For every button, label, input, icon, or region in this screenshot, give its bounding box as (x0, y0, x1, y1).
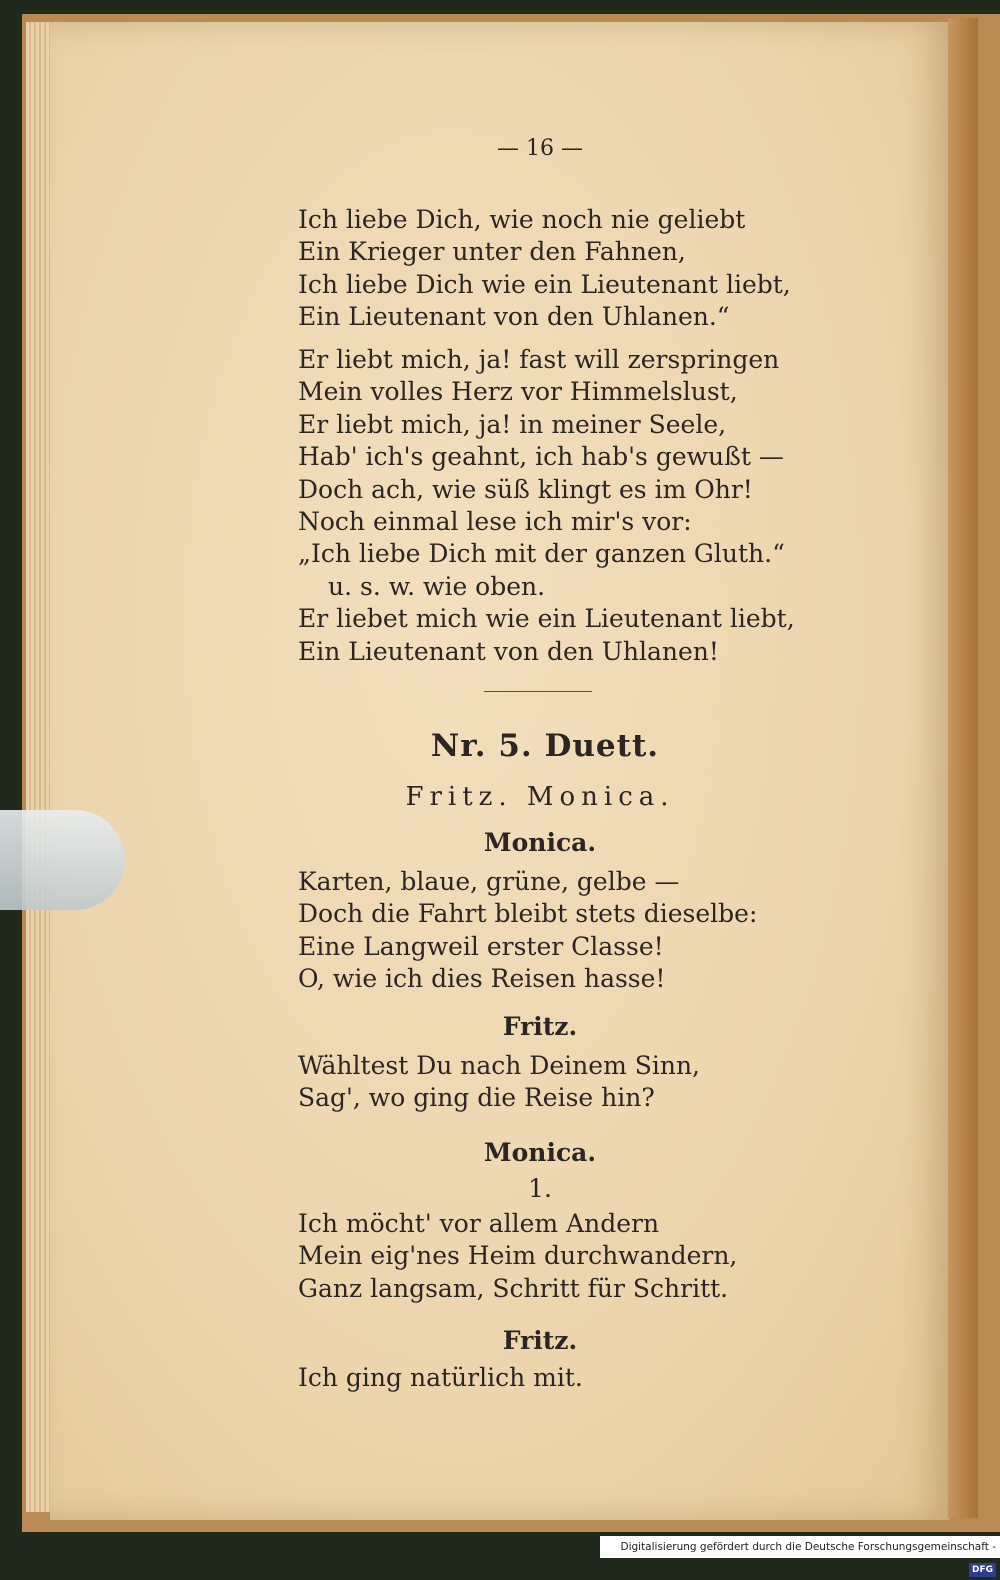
text-line: Ganz langsam, Schritt für Schritt. (298, 1273, 729, 1303)
speaker-label: Fritz. (502, 1326, 578, 1355)
text-line: Noch einmal lese ich mir's vor: (298, 507, 692, 537)
speaker-label: Monica. (483, 1138, 597, 1167)
dialogue-block (298, 866, 757, 996)
text-line: Er liebet mich wie ein Lieutenant liebt, (298, 604, 795, 634)
section-divider (484, 691, 592, 692)
stanza-1 (298, 204, 791, 334)
text-line: Mein eig'nes Heim durchwandern, (298, 1241, 738, 1271)
credit-text: Digitalisierung gefördert durch die Deutsche Forschungsgemeinschaft - (620, 1541, 996, 1553)
verse-number: 1. (528, 1174, 552, 1203)
stanza-2 (298, 344, 795, 668)
text-line: Sag', wo ging die Reise hin? (298, 1083, 655, 1113)
text-line: Mein volles Herz vor Himmelslust, (298, 377, 738, 407)
text-line: „Ich liebe Dich mit der ganzen Gluth.“ (298, 539, 785, 569)
dialogue-block (298, 1208, 737, 1305)
text-line: Doch ach, wie süß klingt es im Ohr! (298, 474, 753, 504)
text-line: Ich liebe Dich, wie noch nie geliebt (298, 205, 746, 234)
page-number: — 16 — (497, 136, 583, 161)
text-line: Er liebt mich, ja! in meiner Seele, (298, 409, 727, 439)
text-line: Er liebt mich, ja! fast will zerspringen (298, 345, 780, 374)
text-line: Eine Langweil erster Classe! (298, 931, 664, 961)
text-line: O, wie ich dies Reisen hasse! (298, 964, 666, 994)
text-line: u. s. w. wie oben. (328, 571, 546, 601)
page-clip (0, 810, 125, 910)
dialogue-block (298, 1050, 700, 1115)
dfg-logo: DFG (969, 1563, 996, 1577)
book-binding (948, 18, 978, 1518)
section-title: Nr. 5. Duett. (430, 728, 660, 764)
text-line: Doch die Fahrt bleibt stets dieselbe: (298, 899, 758, 929)
text-line: Ich liebe Dich wie ein Lieutenant liebt, (298, 269, 791, 299)
text-line: Ein Krieger unter den Fahnen, (298, 237, 686, 267)
text-line: Hab' ich's geahnt, ich hab's gewußt — (298, 442, 784, 472)
text-line: Wähltest Du nach Deinem Sinn, (298, 1051, 700, 1080)
text-line: Ich möcht' vor allem Andern (298, 1209, 660, 1238)
speaker-label: Monica. (483, 828, 597, 857)
dialogue-block (298, 1362, 583, 1394)
text-line: Karten, blaue, grüne, gelbe — (298, 867, 680, 896)
text-line: Ein Lieutenant von den Uhlanen.“ (298, 302, 730, 332)
speaker-label: Fritz. (502, 1012, 578, 1041)
dramatis-personae: Fritz. Monica. (405, 782, 675, 812)
text-line: Ein Lieutenant von den Uhlanen! (298, 636, 719, 666)
digitization-credit (600, 1536, 1000, 1575)
text-line: Ich ging natürlich mit. (298, 1363, 583, 1392)
